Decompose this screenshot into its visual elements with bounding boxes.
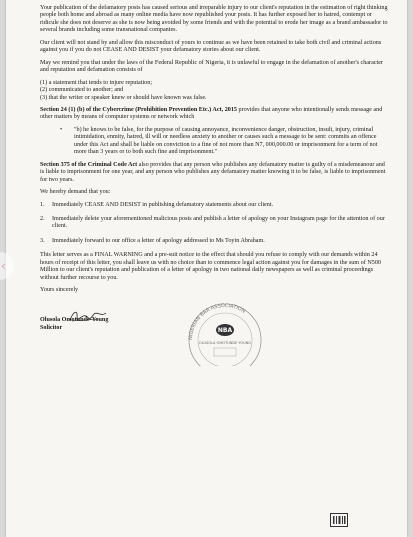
paragraph-final-warning: This letter serves as a FINAL WARNING and a pre-suit notice to the effect that should you refuse to comply with our demands within 24 hours of receipt of this letter, you shall leave us with no choice than to commence legal action against you for damages in the sum of N500 Million to our client's reputation and publication of a letter of apology in two national daily newspapers as well as criminal proceedings without further recourse to you.: [40, 252, 381, 281]
demand-list: [40, 202, 390, 246]
list-item: (3) that the writer or speaker knew or should have known was false.: [40, 94, 207, 101]
seal-inner-text: OLUSOLA OMOTUNDE YOUNG: [198, 340, 252, 345]
closing: Yours sincerely: [40, 287, 79, 294]
seal-label: NBA: [217, 326, 233, 334]
defamation-elements-list: [40, 80, 390, 102]
signature-block: [40, 300, 390, 370]
signer-name: Olusola Omotunde-Young: [40, 316, 109, 323]
signer-title: Solicitor: [40, 324, 63, 331]
demand-number: 3.: [40, 237, 45, 244]
seal-ring-text: NIGERIAN BAR ASSOCIATION: [187, 302, 247, 340]
paragraph-cybercrime: [40, 107, 390, 122]
demand-number: 1.: [40, 201, 45, 208]
paragraph-injury: Your publication of the defamatory posts has caused serious and irreparable injury to our client's reputation in the estimation of right thinking people both home and abroad as many online media have now republished your posts. It has further exposed her to hatred, contempt or ridicule she does not deserve as she is now being avoided by some friends and with the potential to erode her image as a brand ambassador to several brands including some transnational companies.: [40, 5, 388, 34]
demand-item: [40, 202, 390, 209]
criminal-code-heading: Section 375 of the Criminal Code Act: [40, 161, 138, 168]
barcode-stamp-icon: [330, 513, 348, 527]
letter-page: [6, 0, 407, 537]
chevron-left-icon: ‹: [1, 259, 6, 273]
paragraph-retained: Our client will not stand by and allow this misconduct of yours to continue as we have been retained to take both civil and criminal actions against you if you do not CEASE AND DESIST your defamatory stories about our client.: [40, 39, 382, 54]
criminal-code-text: also provides that any person who publishes any defamatory matter is guilty of a misdemeanour and is liable to imprisonment for one year, and any person who publishes any defamatory matter knowing it to be false, is liable to imprisonment for two years.: [40, 161, 386, 183]
nba-seal-stamp: [170, 296, 280, 366]
letter-body: [40, 5, 390, 370]
paragraph-criminal-code: [40, 162, 390, 184]
bullet-dot: •: [60, 126, 63, 133]
demand-intro: We hereby demand that you:: [40, 189, 111, 196]
quoted-provision: [40, 127, 390, 157]
cybercrime-heading: Section 24 (1) (b) of the Cybercrime (Prohibition Prevention Etc.) Act, 2015: [40, 106, 237, 113]
quoted-provision-text: "b) he knows to be false, for the purpose of causing annoyance, inconvenience danger, obstruction, insult, injury, criminal intimidation, enmity, hatred, ill will or needless anxiety to another or causes such a message to be sent: commits an offence under this Act and shall be liable on conviction to a fine of not more than N7, 000,000.00 or imprisonment for a term of not more than 3 years or to both such fine and imprisonment.": [74, 126, 378, 156]
demand-text: Immediately delete your aforementioned malicious posts and publish a letter of apology on your Instagram page for the attention of our client.: [52, 215, 385, 230]
demand-number: 2.: [40, 215, 45, 222]
list-item: (2) communicated to another; and: [40, 87, 124, 94]
list-item: (1) a statement that tends to injure reputation;: [40, 79, 153, 86]
cybercrime-text: provides that anyone who intentionally sends message and other matters by means of computer systems or network which: [40, 106, 383, 121]
paragraph-laws: May we remind you that under the laws of the Federal Republic of Nigeria, it is unlawful to engage in the defamation of another's character and reputation and defamation consists of: [40, 59, 383, 74]
demand-text: Immediately CEASE AND DESIST in publishing defamatory statements about our client.: [52, 201, 274, 208]
demand-item: [40, 216, 390, 231]
demand-item: [40, 238, 390, 245]
demand-text: Immediately forward to our office a letter of apology addressed to Ms Toyin Abraham.: [52, 237, 265, 244]
